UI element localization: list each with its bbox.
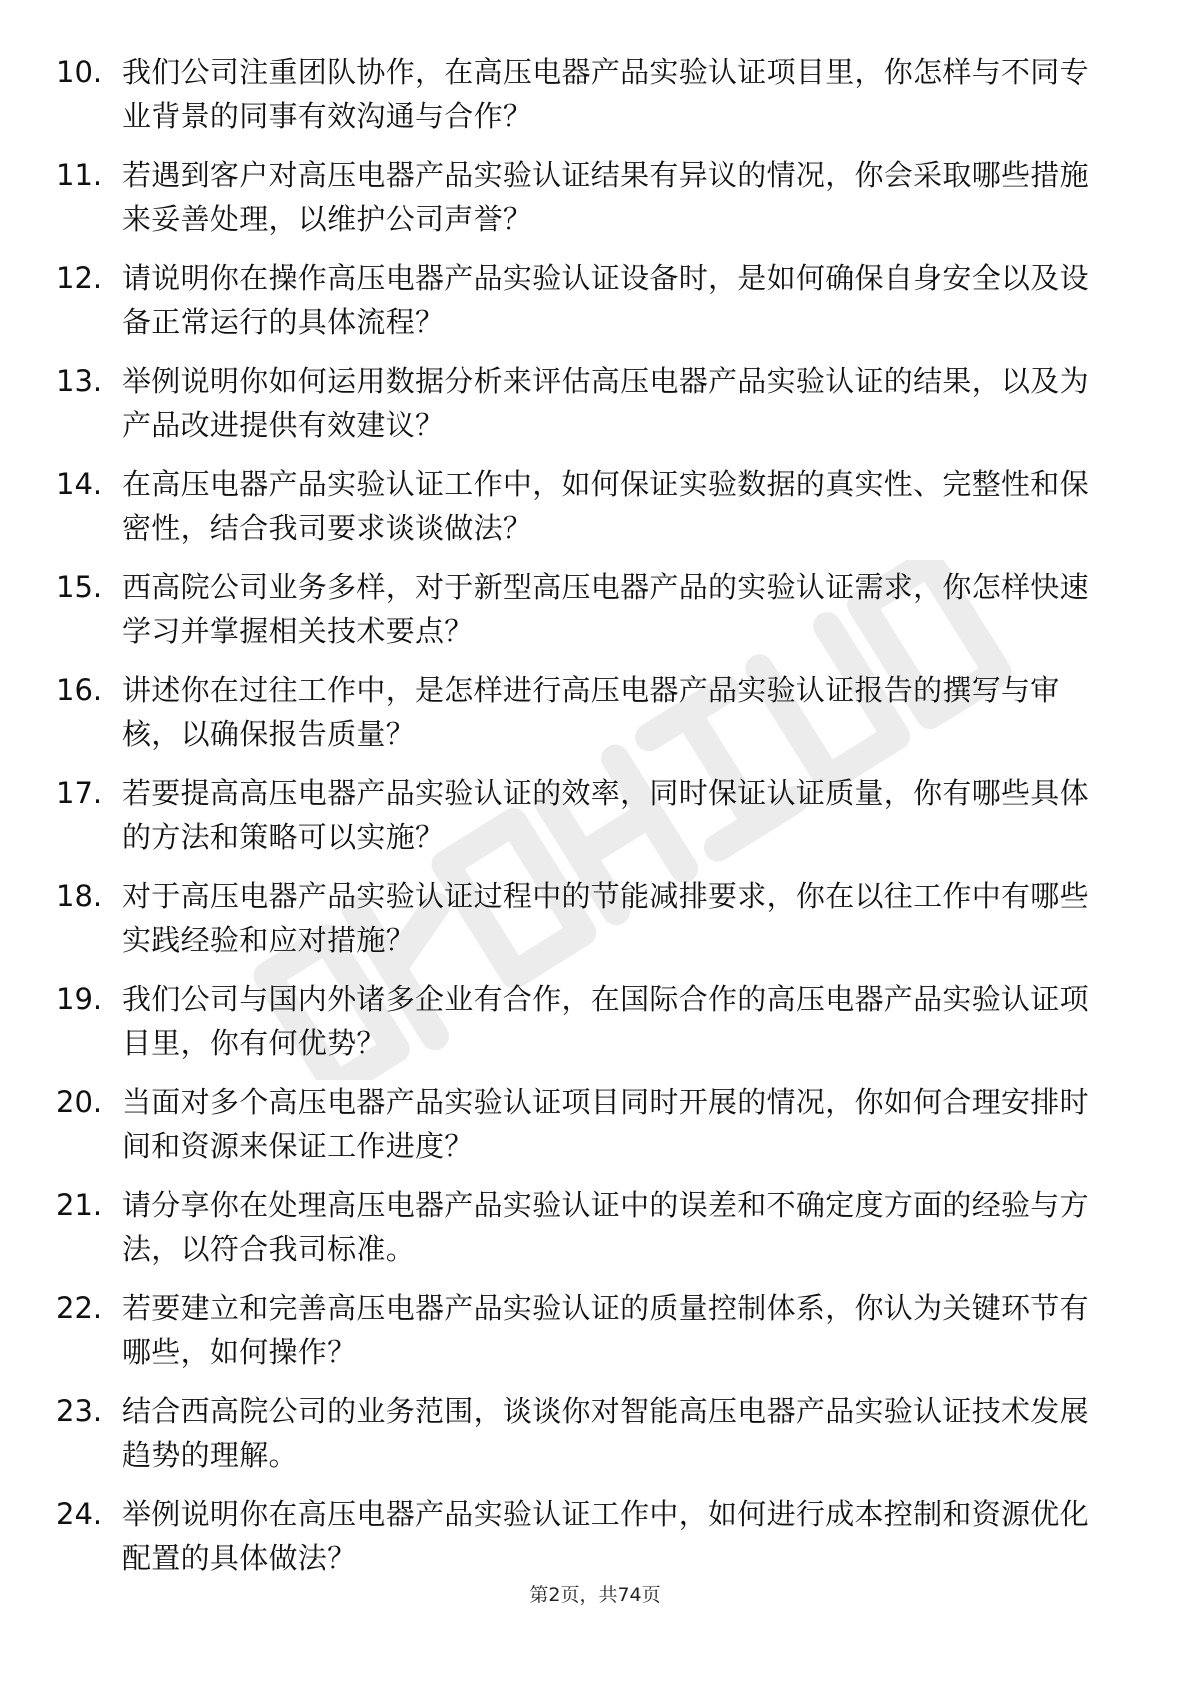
question-number: 23.: [56, 1394, 103, 1428]
question-text: 结合西高院公司的业务范围，谈谈你对智能高压电器产品实验认证技术发展趋势的理解。: [122, 1394, 1089, 1472]
question-text: 讲述你在过往工作中，是怎样进行高压电器产品实验认证报告的撰写与审核，以确保报告质量？: [122, 673, 1060, 751]
question-text: 举例说明你在高压电器产品实验认证工作中，如何进行成本控制和资源优化配置的具体做法？: [122, 1497, 1089, 1575]
question-number: 15.: [56, 570, 103, 604]
question-text: 当面对多个高压电器产品实验认证项目同时开展的情况，你如何合理安排时间和资源来保证工作进度？: [122, 1085, 1089, 1163]
question-number: 11.: [56, 158, 103, 192]
question-text: 我们公司注重团队协作，在高压电器产品实验认证项目里，你怎样与不同专业背景的同事有效沟通与合作？: [122, 55, 1089, 133]
question-item: [56, 462, 1116, 550]
question-number: 21.: [56, 1188, 103, 1222]
question-item: [56, 977, 1116, 1065]
question-number: 22.: [56, 1291, 103, 1325]
question-number: 19.: [56, 982, 103, 1016]
page-number-label: 第2页，共74页: [529, 1584, 661, 1606]
question-item: [56, 1492, 1116, 1580]
question-item: [56, 565, 1116, 653]
question-number: 17.: [56, 776, 103, 810]
question-item: [56, 359, 1116, 447]
question-item: [56, 153, 1116, 241]
question-item: [56, 50, 1116, 138]
question-text: 举例说明你如何运用数据分析来评估高压电器产品实验认证的结果，以及为产品改进提供有效建议？: [122, 364, 1089, 442]
question-list: [56, 50, 1116, 1595]
question-item: [56, 1080, 1116, 1168]
question-number: 16.: [56, 673, 103, 707]
question-text: 请分享你在处理高压电器产品实验认证中的误差和不确定度方面的经验与方法，以符合我司标准。: [122, 1188, 1089, 1266]
question-item: [56, 668, 1116, 756]
page-footer: [0, 1580, 1190, 1607]
question-number: 12.: [56, 261, 103, 295]
question-number: 18.: [56, 879, 103, 913]
question-number: 24.: [56, 1497, 103, 1531]
question-item: [56, 1183, 1116, 1271]
question-number: 13.: [56, 364, 103, 398]
question-text: 若要提高高压电器产品实验认证的效率，同时保证认证质量，你有哪些具体的方法和策略可以实施？: [122, 776, 1089, 854]
question-item: [56, 874, 1116, 962]
question-text: 我们公司与国内外诸多企业有合作，在国际合作的高压电器产品实验认证项目里，你有何优势？: [122, 982, 1089, 1060]
question-text: 对于高压电器产品实验认证过程中的节能减排要求，你在以往工作中有哪些实践经验和应对措施？: [122, 879, 1089, 957]
question-text: 在高压电器产品实验认证工作中，如何保证实验数据的真实性、完整性和保密性，结合我司要求谈谈做法？: [122, 467, 1089, 545]
question-text: 请说明你在操作高压电器产品实验认证设备时，是如何确保自身安全以及设备正常运行的具体流程？: [122, 261, 1089, 339]
question-text: 若要建立和完善高压电器产品实验认证的质量控制体系，你认为关键环节有哪些，如何操作？: [122, 1291, 1089, 1369]
question-item: [56, 256, 1116, 344]
question-number: 20.: [56, 1085, 103, 1119]
question-item: [56, 771, 1116, 859]
question-number: 10.: [56, 55, 103, 89]
question-text: 若遇到客户对高压电器产品实验认证结果有异议的情况，你会采取哪些措施来妥善处理，以维护公司声誉？: [122, 158, 1089, 236]
question-item: [56, 1286, 1116, 1374]
question-text: 西高院公司业务多样，对于新型高压电器产品的实验认证需求，你怎样快速学习并掌握相关技术要点？: [122, 570, 1089, 648]
question-number: 14.: [56, 467, 103, 501]
question-item: [56, 1389, 1116, 1477]
